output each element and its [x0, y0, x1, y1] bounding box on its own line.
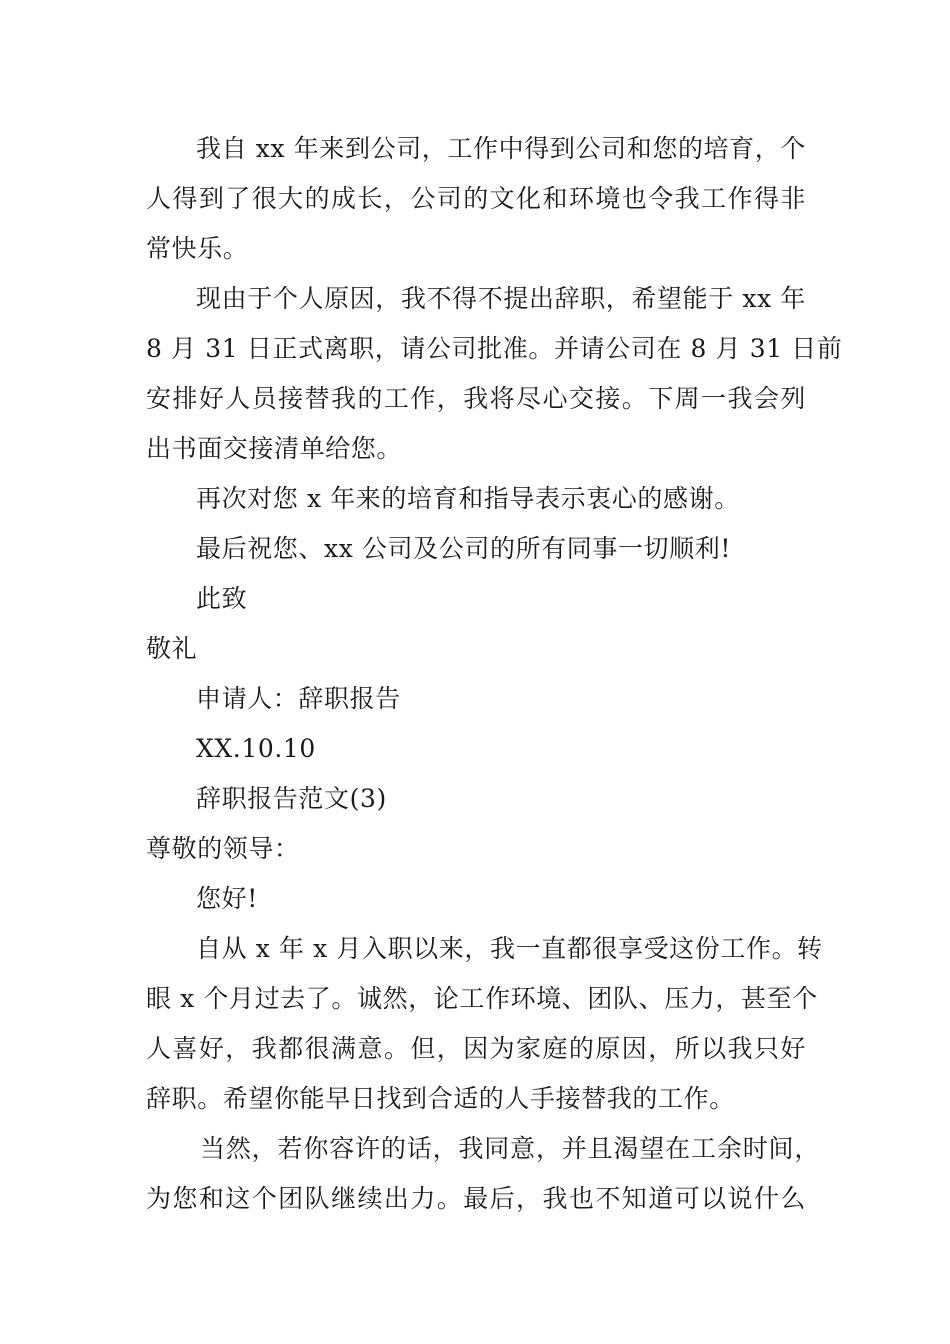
paragraph-line: 8 月 31 日正式离职，请公司批准。并请公司在 8 月 31 日前	[146, 334, 843, 363]
paragraph-line: 辞职。希望你能早日找到合适的人手接替我的工作。	[146, 1084, 735, 1113]
greeting: 您好!	[196, 884, 258, 913]
section-title: 辞职报告范文(3)	[196, 784, 387, 813]
paragraph-line: 再次对您 x 年来的培育和指导表示衷心的感谢。	[196, 484, 740, 513]
paragraph-line: 人得到了很大的成长，公司的文化和环境也令我工作得非	[146, 184, 806, 213]
date-line: XX.10.10	[196, 734, 316, 763]
salutation: 尊敬的领导：	[146, 834, 300, 863]
paragraph-line: 最后祝您、xx 公司及公司的所有同事一切顺利!	[196, 534, 731, 563]
paragraph-line: 为您和这个团队继续出力。最后，我也不知道可以说什么	[146, 1184, 806, 1213]
paragraph-line: 现由于个人原因，我不得不提出辞职，希望能于 xx 年	[196, 284, 806, 313]
closing-phrase: 此致	[196, 584, 248, 613]
paragraph-line: 常快乐。	[146, 234, 249, 263]
paragraph-line: 自从 x 年 x 月入职以来，我一直都很享受这份工作。转	[196, 934, 823, 963]
paragraph-line: 人喜好，我都很满意。但，因为家庭的原因，所以我只好	[146, 1034, 806, 1063]
paragraph-line: 眼 x 个月过去了。诚然，论工作环境、团队、压力，甚至个	[146, 984, 818, 1013]
applicant-line: 申请人：辞职报告	[196, 684, 401, 713]
paragraph-line: 出书面交接清单给您。	[146, 434, 403, 463]
paragraph-line: 我自 xx 年来到公司，工作中得到公司和您的培育，个	[196, 134, 806, 163]
paragraph-line: 当然，若你容许的话，我同意，并且渴望在工余时间，	[200, 1134, 820, 1163]
closing-phrase: 敬礼	[146, 634, 198, 663]
paragraph-line: 安排好人员接替我的工作，我将尽心交接。下周一我会列	[146, 384, 806, 413]
